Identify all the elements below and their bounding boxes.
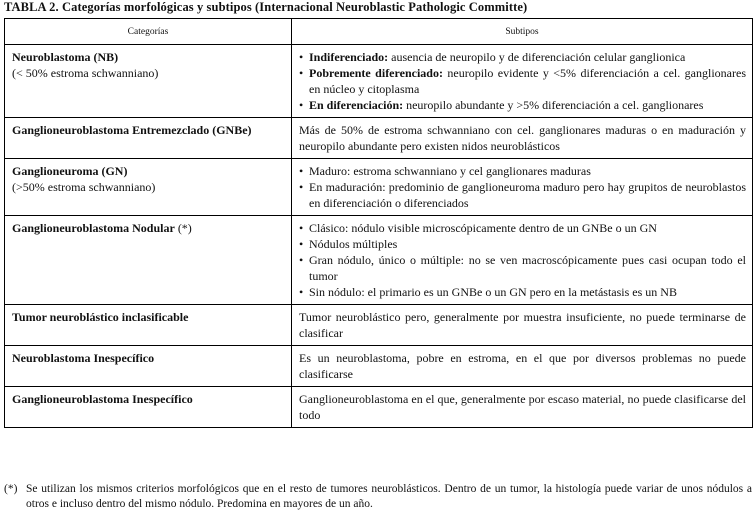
table-row (5, 216, 753, 305)
subtypes-cell (292, 216, 753, 305)
category-note: (< 50% estroma schwanniano) (12, 66, 159, 80)
category-cell (5, 118, 292, 159)
list-item (299, 236, 746, 252)
subtype-description: Más de 50% de estroma schwanniano con cel. ganglionares maduras o en maduración y neuropilo abundante pero existen nidos neuroblásticos (299, 123, 746, 153)
list-item (299, 220, 746, 236)
bullet-icon: • (299, 237, 304, 251)
list-item (299, 65, 746, 97)
list-item (299, 179, 746, 211)
category-cell (5, 305, 292, 346)
categories-table (4, 18, 753, 428)
list-item (299, 49, 746, 65)
table-row (5, 159, 753, 216)
table-title: TABLA 2. Categorías morfológicas y subtipos (Internacional Neuroblastic Pathologic Committe) (4, 0, 528, 14)
list-item (299, 252, 746, 284)
table-row (5, 305, 753, 346)
subtype-lead: En diferenciación: (309, 98, 404, 112)
subtypes-cell (292, 387, 753, 428)
subtype-description: Tumor neuroblástico pero, generalmente por muestra insuficiente, no puede terminarse de clasificar (299, 310, 746, 340)
bullet-icon: • (299, 66, 304, 80)
category-name: Neuroblastoma (NB) (12, 50, 119, 64)
subtype-text: ausencia de neuropilo y de diferenciación celular ganglionica (388, 50, 686, 64)
category-name: Neuroblastoma Inespecífico (12, 351, 155, 365)
category-name: Tumor neuroblástico inclasificable (12, 310, 189, 324)
category-name-text: Ganglioneuroblastoma Nodular (12, 221, 175, 235)
category-cell (5, 159, 292, 216)
subtypes-cell (292, 305, 753, 346)
subtype-text: Maduro: estroma schwanniano y cel ganglionares maduras (309, 164, 591, 178)
category-cell (5, 387, 292, 428)
table-row (5, 346, 753, 387)
bullet-icon: • (299, 285, 304, 299)
subtype-lead: Pobremente diferenciado: (309, 66, 443, 80)
subtypes-cell (292, 159, 753, 216)
list-item (299, 284, 746, 300)
subtype-text: neuropilo abundante y >5% diferenciación a cel. ganglionares (403, 98, 704, 112)
subtypes-cell (292, 45, 753, 118)
subtype-text: neuropilo evidente y <5% diferenciación a cel. ganglionares en núcleo y citoplasma (309, 66, 746, 96)
subtype-list (299, 49, 746, 113)
category-name: Ganglioneuroblastoma Inespecífico (12, 392, 193, 406)
subtype-text: Clásico: nódulo visible microscópicamente dentro de un GNBe o un GN (309, 221, 657, 235)
subtypes-cell (292, 118, 753, 159)
subtype-list (299, 163, 746, 211)
list-item (299, 163, 746, 179)
bullet-icon: • (299, 180, 304, 194)
bullet-icon: • (299, 221, 304, 235)
footnote (4, 482, 752, 512)
table-row (5, 118, 753, 159)
table-row (5, 45, 753, 118)
category-note: (>50% estroma schwanniano) (12, 180, 156, 194)
footnote-reference: (*) (174, 221, 192, 235)
header-subtipos: Subtipos (292, 19, 753, 45)
table-row (5, 387, 753, 428)
subtype-list (299, 220, 746, 300)
bullet-icon: • (299, 164, 304, 178)
subtype-text: Gran nódulo, único o múltiple: no se ven macroscópicamente pues casi ocupan todo el tumor (309, 253, 746, 283)
category-name: Ganglioneuroblastoma Entremezclado (GNBe) (12, 123, 252, 137)
subtype-description: Es un neuroblastoma, pobre en estroma, en el que por diversos problemas no puede clasificarse (299, 351, 746, 381)
subtype-text: Nódulos múltiples (309, 237, 398, 251)
category-cell (5, 346, 292, 387)
header-categorias: Categorías (5, 19, 292, 45)
footnote-mark: (*) (4, 483, 18, 495)
bullet-icon: • (299, 50, 304, 64)
list-item (299, 97, 746, 113)
bullet-icon: • (299, 98, 304, 112)
subtype-text: Sin nódulo: el primario es un GNBe o un GN pero en la metástasis es un NB (309, 285, 677, 299)
subtypes-cell (292, 346, 753, 387)
category-name: Ganglioneuroma (GN) (12, 164, 128, 178)
category-cell (5, 216, 292, 305)
table-header-row (5, 19, 753, 45)
category-cell (5, 45, 292, 118)
footnote-text: Se utilizan los mismos criterios morfológicos que en el resto de tumores neuroblásticos. Dentro de un tumor, la histología puede variar de unos nódulos a otros e incluso dentro del mismo nódulo. Predomina en mayores de un año. (26, 483, 752, 510)
category-name (12, 220, 285, 236)
subtype-lead: Indiferenciado: (309, 50, 389, 64)
subtype-text: En maduración: predominio de ganglioneuroma maduro pero hay grupitos de neuroblastos en diferenciación o diferenciados (309, 180, 746, 210)
subtype-description: Ganglioneuroblastoma en el que, generalmente por escaso material, no puede clasificarse del todo (299, 392, 746, 422)
bullet-icon: • (299, 253, 304, 267)
